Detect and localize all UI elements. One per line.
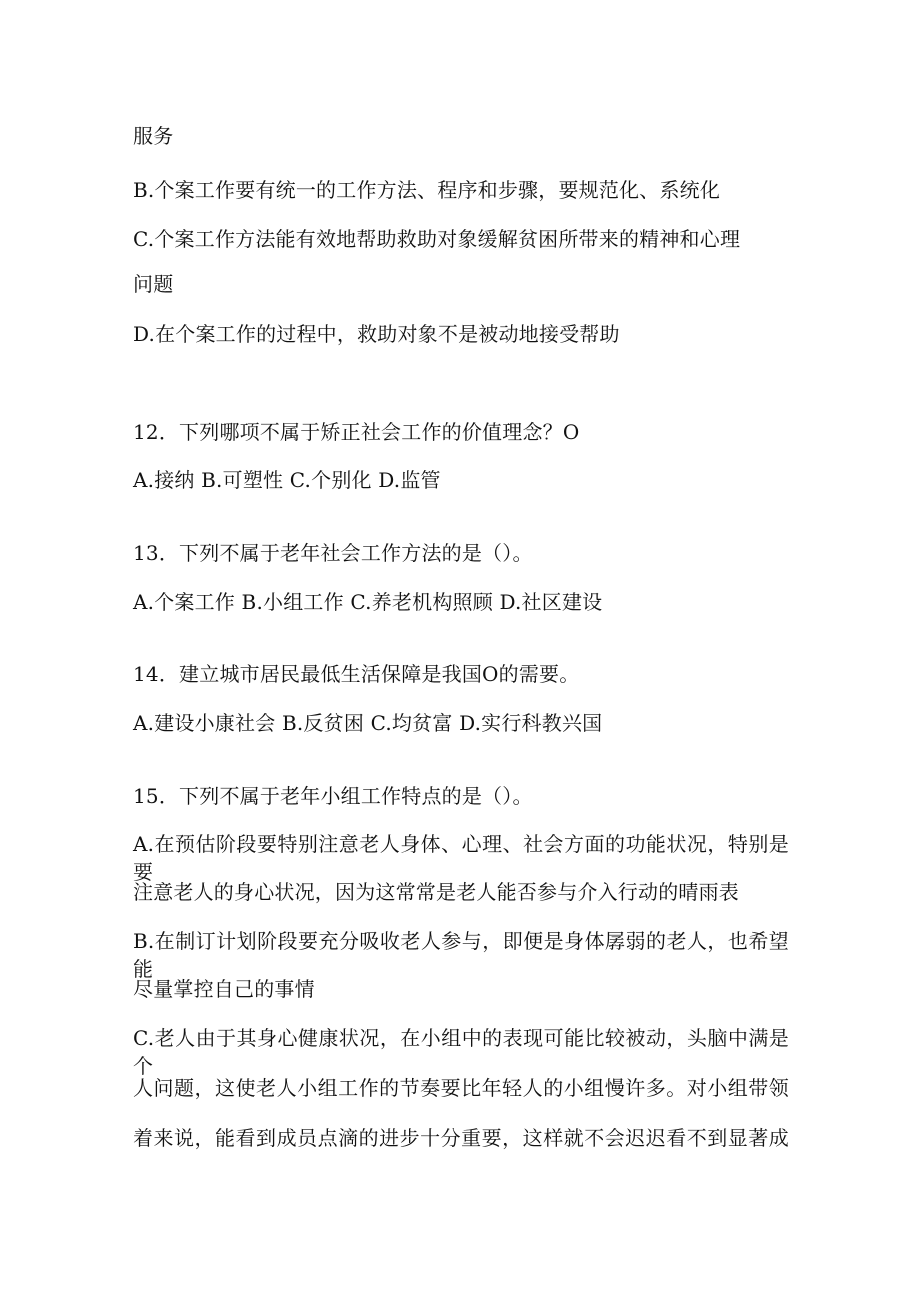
question-15: 15．下列不属于老年小组工作特点的是（）。 bbox=[133, 784, 533, 808]
question-15-option-c-line3: 着来说，能看到成员点滴的进步十分重要，这样就不会迟迟看不到显著成 bbox=[133, 1126, 789, 1150]
question-12: 12．下列哪项不属于矫正社会工作的价值理念？O bbox=[133, 420, 580, 444]
question-13: 13．下列不属于老年社会工作方法的是（）。 bbox=[133, 541, 533, 565]
question-13-options: A.个案工作 B.小组工作 C.养老机构照顾 D.社区建设 bbox=[133, 590, 603, 614]
option-c-line: C.个案工作方法能有效地帮助救助对象缓解贫困所带来的精神和心理 bbox=[133, 227, 741, 251]
question-14-options: A.建设小康社会 B.反贫困 C.均贫富 D.实行科教兴国 bbox=[133, 711, 603, 735]
question-14: 14．建立城市居民最低生活保障是我国O的需要。 bbox=[133, 662, 580, 686]
question-15-option-a-line1: A.在预估阶段要特别注意老人身体、心理、社会方面的功能状况，特别是要 bbox=[133, 832, 789, 884]
option-b-line: B.个案工作要有统一的工作方法、程序和步骤，要规范化、系统化 bbox=[133, 178, 721, 202]
question-15-option-b-line1: B.在制订计划阶段要充分吸收老人参与，即便是身体孱弱的老人，也希望能 bbox=[133, 929, 789, 981]
option-c-continuation: 问题 bbox=[133, 272, 174, 296]
question-15-option-c-line2: 人问题，这使老人小组工作的节奏要比年轻人的小组慢许多。对小组带领 bbox=[133, 1076, 789, 1100]
question-15-option-a-line2: 注意老人的身心状况，因为这常常是老人能否参与介入行动的晴雨表 bbox=[133, 880, 739, 904]
option-d-line: D.在个案工作的过程中，救助对象不是被动地接受帮助 bbox=[133, 322, 620, 346]
text-line-service: 服务 bbox=[133, 124, 174, 148]
question-15-option-b-line2: 尽量掌控自己的事情 bbox=[133, 977, 315, 1001]
question-15-option-c-line1: C.老人由于其身心健康状况，在小组中的表现可能比较被动，头脑中满是个 bbox=[133, 1026, 789, 1078]
question-12-options: A.接纳 B.可塑性 C.个别化 D.监管 bbox=[133, 468, 441, 492]
